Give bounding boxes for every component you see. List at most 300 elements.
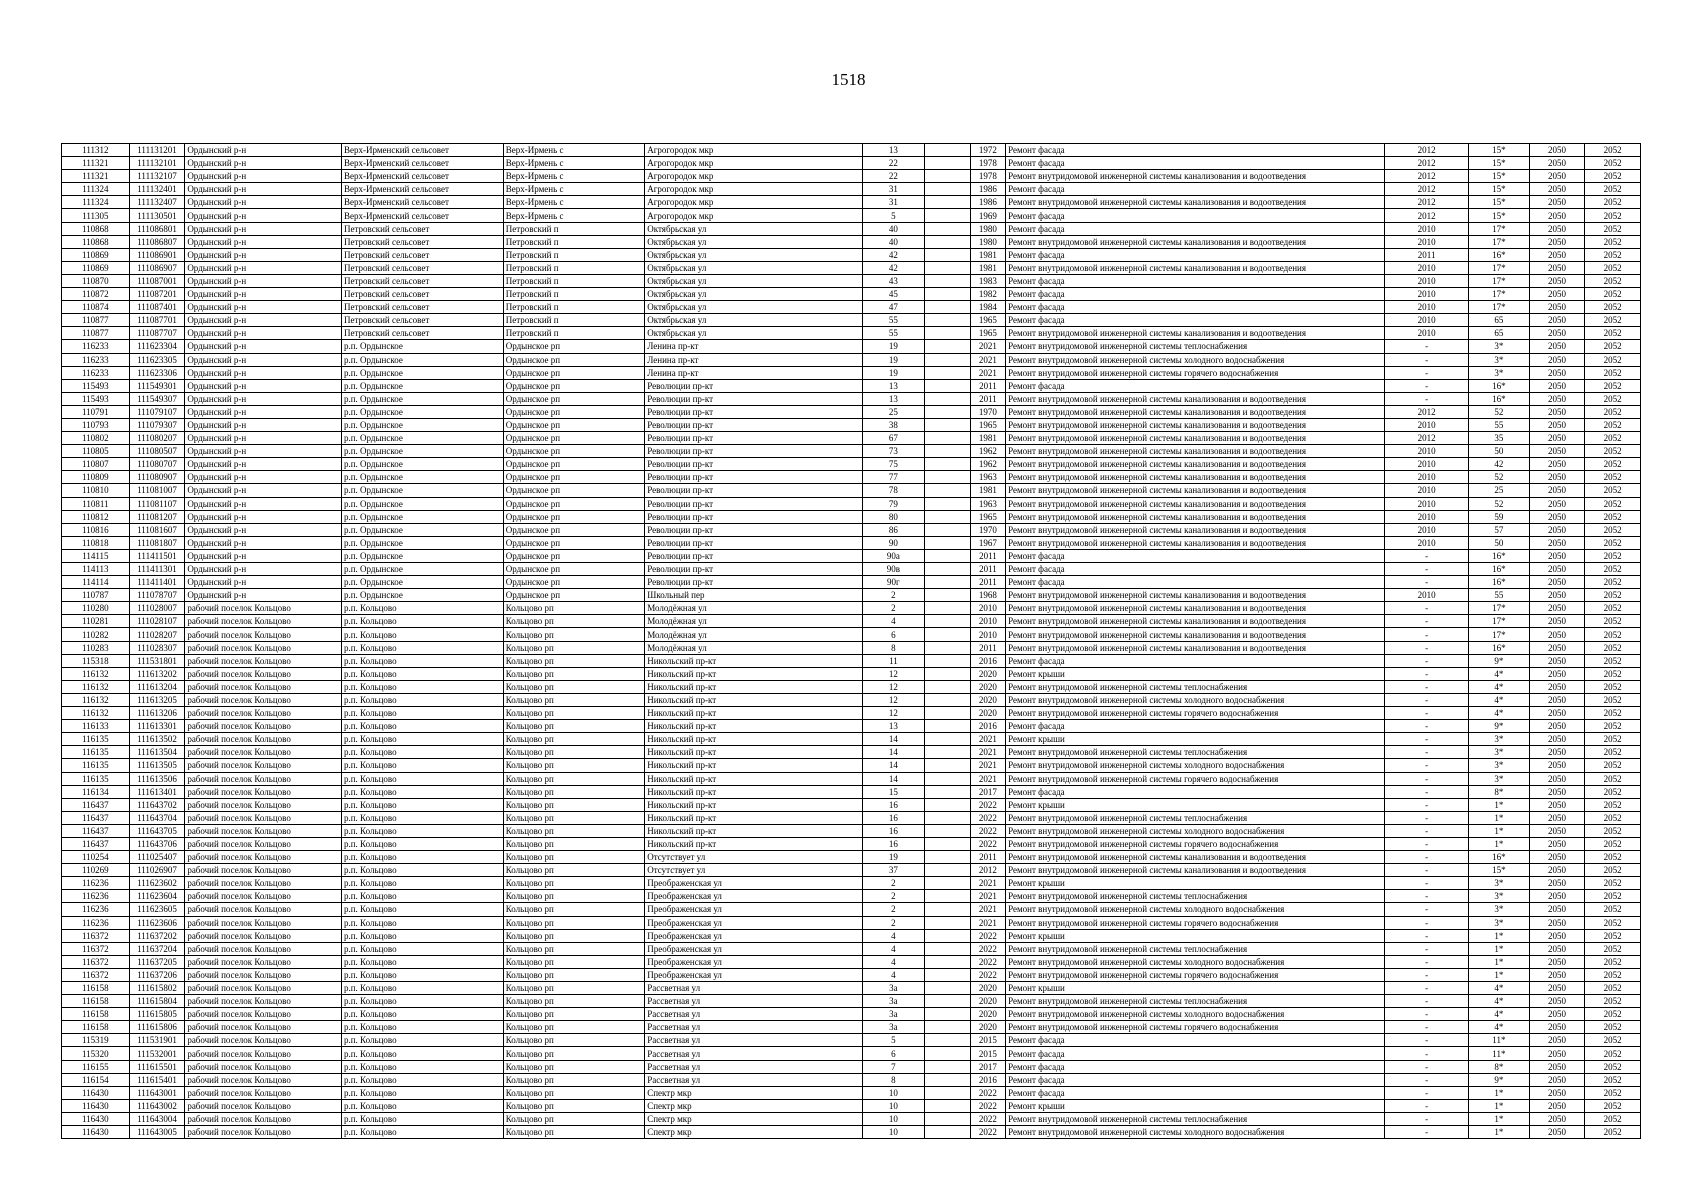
building-cell [925,1060,970,1073]
planned-start-year-cell: 2050 [1529,720,1585,733]
service-life-cell: 65 [1469,327,1530,340]
municipality-cell: р.п. Ордынское [341,340,503,353]
last-repair-year-cell: - [1385,563,1469,576]
work-type-cell: Ремонт внутридомовой инженерной системы холодного водоснабжения [1006,693,1385,706]
service-life-cell: 4* [1469,1008,1530,1021]
service-life-cell: 1* [1469,968,1530,981]
district-cell: Ордынский р-н [185,523,342,536]
building-cell [925,196,970,209]
last-repair-year-cell: - [1385,824,1469,837]
planned-start-year-cell: 2050 [1529,615,1585,628]
municipality-cell: р.п. Кольцово [341,602,503,615]
house-number-cell: 25 [862,405,925,418]
planned-start-year-cell: 2050 [1529,1047,1585,1060]
work-type-cell: Ремонт фасада [1006,654,1385,667]
year-built-cell: 2017 [970,785,1005,798]
work-type-cell: Ремонт внутридомовой инженерной системы канализования и водоотведения [1006,170,1385,183]
last-repair-year-cell: 2010 [1385,445,1469,458]
table-row [62,851,1641,864]
last-repair-year-cell: - [1385,576,1469,589]
last-repair-year-cell: - [1385,628,1469,641]
work-type-cell: Ремонт внутридомовой инженерной системы теплоснабжения [1006,746,1385,759]
table-row [62,680,1641,693]
table-row [62,353,1641,366]
municipality-cell: р.п. Кольцово [341,707,503,720]
municipality-cell: р.п. Кольцово [341,628,503,641]
district-cell: Ордынский р-н [185,288,342,301]
service-life-cell: 1* [1469,1112,1530,1125]
last-repair-year-cell: 2010 [1385,314,1469,327]
municipality-cell: Петровский сельсовет [341,261,503,274]
building-cell [925,484,970,497]
settlement-cell: Кольцово рп [503,1008,645,1021]
house-number-cell: 19 [862,353,925,366]
last-repair-year-cell: 2010 [1385,523,1469,536]
settlement-cell: Ордынское рп [503,484,645,497]
work-type-cell: Ремонт внутридомовой инженерной системы канализования и водоотведения [1006,628,1385,641]
house-number-cell: 15 [862,785,925,798]
house-number-cell: 55 [862,314,925,327]
work-type-cell: Ремонт фасада [1006,720,1385,733]
street-cell: Октябрьская ул [645,235,862,248]
service-life-cell: 1* [1469,1099,1530,1112]
work-id-cell: 111087701 [129,314,185,327]
street-cell: Никольский пр-кт [645,772,862,785]
planned-start-year-cell: 2050 [1529,301,1585,314]
table-row [62,523,1641,536]
building-cell [925,615,970,628]
service-life-cell: 15* [1469,170,1530,183]
service-life-cell: 16* [1469,563,1530,576]
house-number-cell: 12 [862,693,925,706]
municipality-cell: р.п. Ордынское [341,497,503,510]
table-row [62,432,1641,445]
last-repair-year-cell: 2010 [1385,327,1469,340]
house-id-cell: 116437 [62,824,130,837]
work-id-cell: 111079307 [129,418,185,431]
planned-start-year-cell: 2050 [1529,340,1585,353]
work-type-cell: Ремонт внутридомовой инженерной системы канализования и водоотведения [1006,851,1385,864]
district-cell: рабочий поселок Кольцово [185,916,342,929]
street-cell: Октябрьская ул [645,274,862,287]
building-cell [925,602,970,615]
year-built-cell: 1981 [970,248,1005,261]
building-cell [925,995,970,1008]
district-cell: рабочий поселок Кольцово [185,1047,342,1060]
municipality-cell: р.п. Кольцово [341,785,503,798]
planned-end-year-cell: 2052 [1585,392,1641,405]
service-life-cell: 57 [1469,523,1530,536]
work-type-cell: Ремонт внутридомовой инженерной системы горячего водоснабжения [1006,916,1385,929]
table-row [62,445,1641,458]
street-cell: Спектр мкр [645,1126,862,1139]
planned-end-year-cell: 2052 [1585,798,1641,811]
year-built-cell: 1965 [970,510,1005,523]
table-row [62,589,1641,602]
work-type-cell: Ремонт фасада [1006,288,1385,301]
settlement-cell: Кольцово рп [503,667,645,680]
municipality-cell: р.п. Ордынское [341,523,503,536]
house-number-cell: 79 [862,497,925,510]
house-id-cell: 116135 [62,759,130,772]
service-life-cell: 3* [1469,890,1530,903]
municipality-cell: р.п. Ордынское [341,432,503,445]
last-repair-year-cell: 2010 [1385,261,1469,274]
table-row [62,864,1641,877]
building-cell [925,654,970,667]
district-cell: Ордынский р-н [185,301,342,314]
table-row [62,274,1641,287]
planned-end-year-cell: 2052 [1585,759,1641,772]
municipality-cell: р.п. Ордынское [341,536,503,549]
work-type-cell: Ремонт фасада [1006,379,1385,392]
work-id-cell: 111080507 [129,445,185,458]
building-cell [925,1126,970,1139]
table-row [62,759,1641,772]
work-id-cell: 111613205 [129,693,185,706]
settlement-cell: Верх-Ирмень с [503,183,645,196]
work-type-cell: Ремонт фасада [1006,1047,1385,1060]
house-number-cell: 12 [862,707,925,720]
municipality-cell: р.п. Ордынское [341,405,503,418]
settlement-cell: Кольцово рп [503,1034,645,1047]
year-built-cell: 2011 [970,563,1005,576]
district-cell: Ордынский р-н [185,432,342,445]
work-type-cell: Ремонт фасада [1006,1086,1385,1099]
planned-end-year-cell: 2052 [1585,497,1641,510]
street-cell: Революции пр-кт [645,523,862,536]
planned-start-year-cell: 2050 [1529,903,1585,916]
work-type-cell: Ремонт внутридомовой инженерной системы канализования и водоотведения [1006,392,1385,405]
last-repair-year-cell: - [1385,549,1469,562]
work-type-cell: Ремонт крыши [1006,877,1385,890]
house-number-cell: 86 [862,523,925,536]
house-id-cell: 116236 [62,890,130,903]
settlement-cell: Ордынское рп [503,523,645,536]
house-number-cell: 22 [862,157,925,170]
street-cell: Спектр мкр [645,1086,862,1099]
table-row [62,654,1641,667]
planned-start-year-cell: 2050 [1529,235,1585,248]
table-row [62,798,1641,811]
building-cell [925,458,970,471]
district-cell: рабочий поселок Кольцово [185,798,342,811]
last-repair-year-cell: - [1385,772,1469,785]
work-type-cell: Ремонт фасада [1006,1073,1385,1086]
municipality-cell: р.п. Ордынское [341,471,503,484]
planned-end-year-cell: 2052 [1585,589,1641,602]
street-cell: Октябрьская ул [645,222,862,235]
planned-end-year-cell: 2052 [1585,340,1641,353]
table-row [62,327,1641,340]
planned-end-year-cell: 2052 [1585,1112,1641,1125]
work-type-cell: Ремонт внутридомовой инженерной системы канализования и водоотведения [1006,864,1385,877]
year-built-cell: 2020 [970,707,1005,720]
planned-end-year-cell: 2052 [1585,929,1641,942]
year-built-cell: 1965 [970,327,1005,340]
work-id-cell: 111081807 [129,536,185,549]
work-id-cell: 111643704 [129,811,185,824]
last-repair-year-cell: - [1385,746,1469,759]
planned-end-year-cell: 2052 [1585,968,1641,981]
house-id-cell: 110791 [62,405,130,418]
table-row [62,890,1641,903]
building-cell [925,1112,970,1125]
table-row [62,785,1641,798]
service-life-cell: 8* [1469,785,1530,798]
settlement-cell: Кольцово рп [503,1086,645,1099]
service-life-cell: 55 [1469,418,1530,431]
district-cell: Ордынский р-н [185,248,342,261]
last-repair-year-cell: 2010 [1385,471,1469,484]
work-id-cell: 111623605 [129,903,185,916]
street-cell: Рассветная ул [645,1047,862,1060]
work-type-cell: Ремонт внутридомовой инженерной системы канализования и водоотведения [1006,418,1385,431]
table-row [62,196,1641,209]
year-built-cell: 1982 [970,288,1005,301]
last-repair-year-cell: - [1385,1021,1469,1034]
district-cell: Ордынский р-н [185,235,342,248]
street-cell: Преображенская ул [645,955,862,968]
work-id-cell: 111643706 [129,837,185,850]
last-repair-year-cell: 2012 [1385,196,1469,209]
street-cell: Агрогородок мкр [645,157,862,170]
planned-start-year-cell: 2050 [1529,1034,1585,1047]
municipality-cell: р.п. Кольцово [341,720,503,733]
last-repair-year-cell: - [1385,366,1469,379]
planned-start-year-cell: 2050 [1529,576,1585,589]
settlement-cell: Ордынское рп [503,497,645,510]
year-built-cell: 2020 [970,693,1005,706]
settlement-cell: Петровский п [503,288,645,301]
planned-start-year-cell: 2050 [1529,209,1585,222]
municipality-cell: р.п. Кольцово [341,916,503,929]
year-built-cell: 1963 [970,497,1005,510]
planned-start-year-cell: 2050 [1529,837,1585,850]
building-cell [925,1034,970,1047]
building-cell [925,903,970,916]
street-cell: Молодёжная ул [645,641,862,654]
district-cell: рабочий поселок Кольцово [185,1060,342,1073]
municipality-cell: р.п. Кольцово [341,837,503,850]
settlement-cell: Петровский п [503,248,645,261]
planned-end-year-cell: 2052 [1585,1073,1641,1086]
last-repair-year-cell: - [1385,1099,1469,1112]
table-row [62,811,1641,824]
settlement-cell: Ордынское рп [503,536,645,549]
last-repair-year-cell: - [1385,1060,1469,1073]
planned-end-year-cell: 2052 [1585,157,1641,170]
street-cell: Революции пр-кт [645,405,862,418]
street-cell: Октябрьская ул [645,261,862,274]
planned-end-year-cell: 2052 [1585,288,1641,301]
municipality-cell: р.п. Кольцово [341,615,503,628]
street-cell: Никольский пр-кт [645,667,862,680]
district-cell: рабочий поселок Кольцово [185,1086,342,1099]
settlement-cell: Ордынское рп [503,405,645,418]
year-built-cell: 2022 [970,798,1005,811]
year-built-cell: 1978 [970,157,1005,170]
building-cell [925,693,970,706]
service-life-cell: 4* [1469,995,1530,1008]
table-row [62,458,1641,471]
settlement-cell: Верх-Ирмень с [503,144,645,157]
last-repair-year-cell: - [1385,641,1469,654]
municipality-cell: р.п. Кольцово [341,890,503,903]
house-number-cell: 6 [862,628,925,641]
settlement-cell: Петровский п [503,235,645,248]
settlement-cell: Кольцово рп [503,628,645,641]
street-cell: Агрогородок мкр [645,209,862,222]
work-type-cell: Ремонт внутридомовой инженерной системы канализования и водоотведения [1006,405,1385,418]
work-type-cell: Ремонт внутридомовой инженерной системы теплоснабжения [1006,890,1385,903]
house-id-cell: 110818 [62,536,130,549]
work-id-cell: 111131201 [129,144,185,157]
settlement-cell: Кольцово рп [503,1060,645,1073]
planned-start-year-cell: 2050 [1529,995,1585,1008]
house-number-cell: 80 [862,510,925,523]
settlement-cell: Кольцово рп [503,995,645,1008]
last-repair-year-cell: - [1385,353,1469,366]
table-row [62,824,1641,837]
service-life-cell: 1* [1469,929,1530,942]
district-cell: Ордынский р-н [185,340,342,353]
planned-end-year-cell: 2052 [1585,314,1641,327]
work-type-cell: Ремонт внутридомовой инженерной системы горячего водоснабжения [1006,707,1385,720]
building-cell [925,497,970,510]
planned-start-year-cell: 2050 [1529,982,1585,995]
district-cell: рабочий поселок Кольцово [185,680,342,693]
street-cell: Никольский пр-кт [645,707,862,720]
planned-start-year-cell: 2050 [1529,772,1585,785]
house-id-cell: 114114 [62,576,130,589]
planned-end-year-cell: 2052 [1585,144,1641,157]
last-repair-year-cell: - [1385,667,1469,680]
planned-end-year-cell: 2052 [1585,1008,1641,1021]
house-id-cell: 110868 [62,222,130,235]
service-life-cell: 15* [1469,183,1530,196]
district-cell: рабочий поселок Кольцово [185,1112,342,1125]
table-row [62,536,1641,549]
building-cell [925,144,970,157]
year-built-cell: 2021 [970,903,1005,916]
last-repair-year-cell: - [1385,916,1469,929]
district-cell: Ордынский р-н [185,170,342,183]
last-repair-year-cell: - [1385,851,1469,864]
last-repair-year-cell: 2012 [1385,157,1469,170]
district-cell: рабочий поселок Кольцово [185,602,342,615]
district-cell: рабочий поселок Кольцово [185,1099,342,1112]
municipality-cell: Верх-Ирменский сельсовет [341,209,503,222]
settlement-cell: Ордынское рп [503,432,645,445]
building-cell [925,1073,970,1086]
last-repair-year-cell: - [1385,837,1469,850]
last-repair-year-cell: - [1385,864,1469,877]
district-cell: Ордынский р-н [185,589,342,602]
table-row [62,746,1641,759]
settlement-cell: Ордынское рп [503,549,645,562]
building-cell [925,746,970,759]
house-number-cell: 78 [862,484,925,497]
service-life-cell: 11* [1469,1047,1530,1060]
settlement-cell: Кольцово рп [503,785,645,798]
planned-end-year-cell: 2052 [1585,851,1641,864]
planned-start-year-cell: 2050 [1529,170,1585,183]
service-life-cell: 17* [1469,235,1530,248]
street-cell: Революции пр-кт [645,445,862,458]
planned-start-year-cell: 2050 [1529,288,1585,301]
district-cell: рабочий поселок Кольцово [185,641,342,654]
house-number-cell: 5 [862,1034,925,1047]
planned-end-year-cell: 2052 [1585,235,1641,248]
street-cell: Преображенская ул [645,942,862,955]
table-row [62,288,1641,301]
year-built-cell: 2022 [970,837,1005,850]
settlement-cell: Кольцово рп [503,759,645,772]
planned-end-year-cell: 2052 [1585,510,1641,523]
settlement-cell: Верх-Ирмень с [503,209,645,222]
district-cell: Ордынский р-н [185,510,342,523]
district-cell: Ордынский р-н [185,536,342,549]
work-id-cell: 111615501 [129,1060,185,1073]
year-built-cell: 1983 [970,274,1005,287]
work-id-cell: 111531901 [129,1034,185,1047]
year-built-cell: 2011 [970,379,1005,392]
district-cell: Ордынский р-н [185,379,342,392]
planned-end-year-cell: 2052 [1585,458,1641,471]
service-life-cell: 50 [1469,445,1530,458]
year-built-cell: 1963 [970,471,1005,484]
last-repair-year-cell: 2010 [1385,589,1469,602]
table-row [62,837,1641,850]
building-cell [925,864,970,877]
building-cell [925,968,970,981]
work-type-cell: Ремонт внутридомовой инженерной системы горячего водоснабжения [1006,772,1385,785]
house-id-cell: 115320 [62,1047,130,1060]
building-cell [925,890,970,903]
last-repair-year-cell: - [1385,1126,1469,1139]
service-life-cell: 3* [1469,733,1530,746]
work-id-cell: 111615805 [129,1008,185,1021]
building-cell [925,183,970,196]
table-row [62,693,1641,706]
building-cell [925,811,970,824]
work-type-cell: Ремонт внутридомовой инженерной системы холодного водоснабжения [1006,824,1385,837]
district-cell: Ордынский р-н [185,497,342,510]
house-id-cell: 116430 [62,1086,130,1099]
last-repair-year-cell: - [1385,903,1469,916]
house-number-cell: 19 [862,340,925,353]
building-cell [925,877,970,890]
table-row [62,484,1641,497]
work-id-cell: 111531801 [129,654,185,667]
settlement-cell: Ордынское рп [503,471,645,484]
work-id-cell: 111615806 [129,1021,185,1034]
work-type-cell: Ремонт внутридомовой инженерной системы теплоснабжения [1006,995,1385,1008]
service-life-cell: 3* [1469,746,1530,759]
house-id-cell: 116430 [62,1099,130,1112]
service-life-cell: 9* [1469,720,1530,733]
house-id-cell: 116134 [62,785,130,798]
settlement-cell: Кольцово рп [503,615,645,628]
work-type-cell: Ремонт фасада [1006,301,1385,314]
service-life-cell: 4* [1469,982,1530,995]
building-cell [925,680,970,693]
house-id-cell: 110869 [62,261,130,274]
table-row [62,563,1641,576]
building-cell [925,982,970,995]
street-cell: Преображенская ул [645,877,862,890]
